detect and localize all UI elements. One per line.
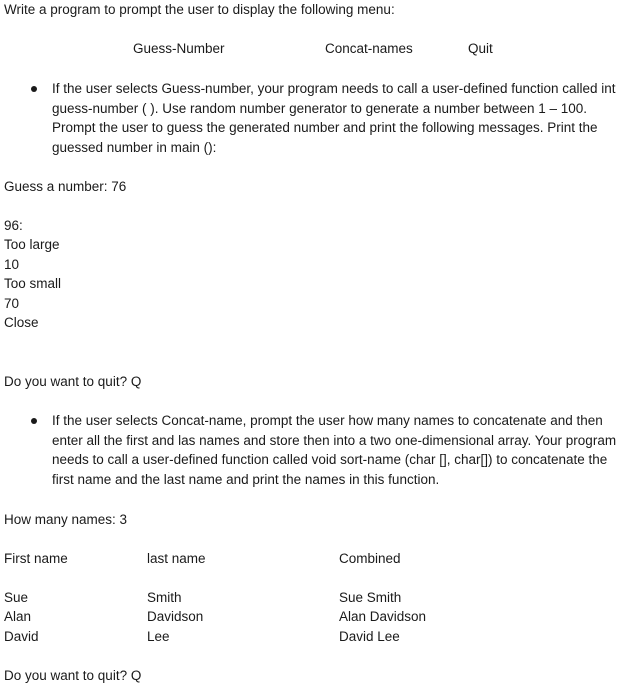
guess-output-line: 96: bbox=[4, 218, 23, 233]
guess-output-line: Close bbox=[4, 315, 39, 330]
bullet-icon bbox=[31, 418, 37, 424]
guess-output-line: 70 bbox=[4, 296, 20, 311]
menu-item-concat-names: Concat-names bbox=[325, 41, 413, 56]
guess-output-line: 10 bbox=[4, 257, 20, 272]
table-cell: Sue Smith bbox=[339, 590, 402, 605]
menu-item-quit: Quit bbox=[468, 41, 493, 56]
quit-prompt: Do you want to quit? Q bbox=[4, 668, 142, 683]
bullet-guess-number-text: If the user selects Guess-number, your program needs to call a user-defined function called int guess-number ( ). Use random number generator to generate a number between 1 – 100. Prompt the user to guess the generated number and print the following messages. Print the guessed number in main (): bbox=[52, 81, 616, 155]
guess-output-line: Too large bbox=[4, 237, 60, 252]
table-cell: David bbox=[4, 629, 39, 644]
menu-item-guess-number: Guess-Number bbox=[133, 41, 225, 56]
guess-prompt: Guess a number: 76 bbox=[4, 179, 127, 194]
table-cell: Lee bbox=[147, 629, 170, 644]
table-cell: Smith bbox=[147, 590, 182, 605]
quit-prompt: Do you want to quit? Q bbox=[4, 374, 142, 389]
bullet-icon bbox=[31, 86, 37, 92]
bullet-concat-names bbox=[28, 411, 624, 491]
table-cell: David Lee bbox=[339, 629, 400, 644]
table-header-first-name: First name bbox=[4, 551, 68, 566]
guess-output-line: Too small bbox=[4, 276, 62, 291]
table-cell: Alan Davidson bbox=[339, 609, 427, 624]
table-cell: Sue bbox=[4, 590, 29, 605]
table-cell: Alan bbox=[4, 609, 32, 624]
bullet-concat-names-text: If the user selects Concat-name, prompt the user how many names to concatenate and then enter all the first and las names and store then into a two one-dimensional array. Your program needs to call a user-defined function called void sort-name (char [], char[]) to concatenate the first name and the last name and print the names in this function. bbox=[52, 413, 617, 487]
table-header-combined: Combined bbox=[339, 551, 401, 566]
names-prompt: How many names: 3 bbox=[4, 512, 128, 527]
intro-text: Write a program to prompt the user to display the following menu: bbox=[4, 2, 395, 17]
table-cell: Davidson bbox=[147, 609, 204, 624]
bullet-guess-number bbox=[28, 79, 624, 159]
table-header-last-name: last name bbox=[147, 551, 206, 566]
